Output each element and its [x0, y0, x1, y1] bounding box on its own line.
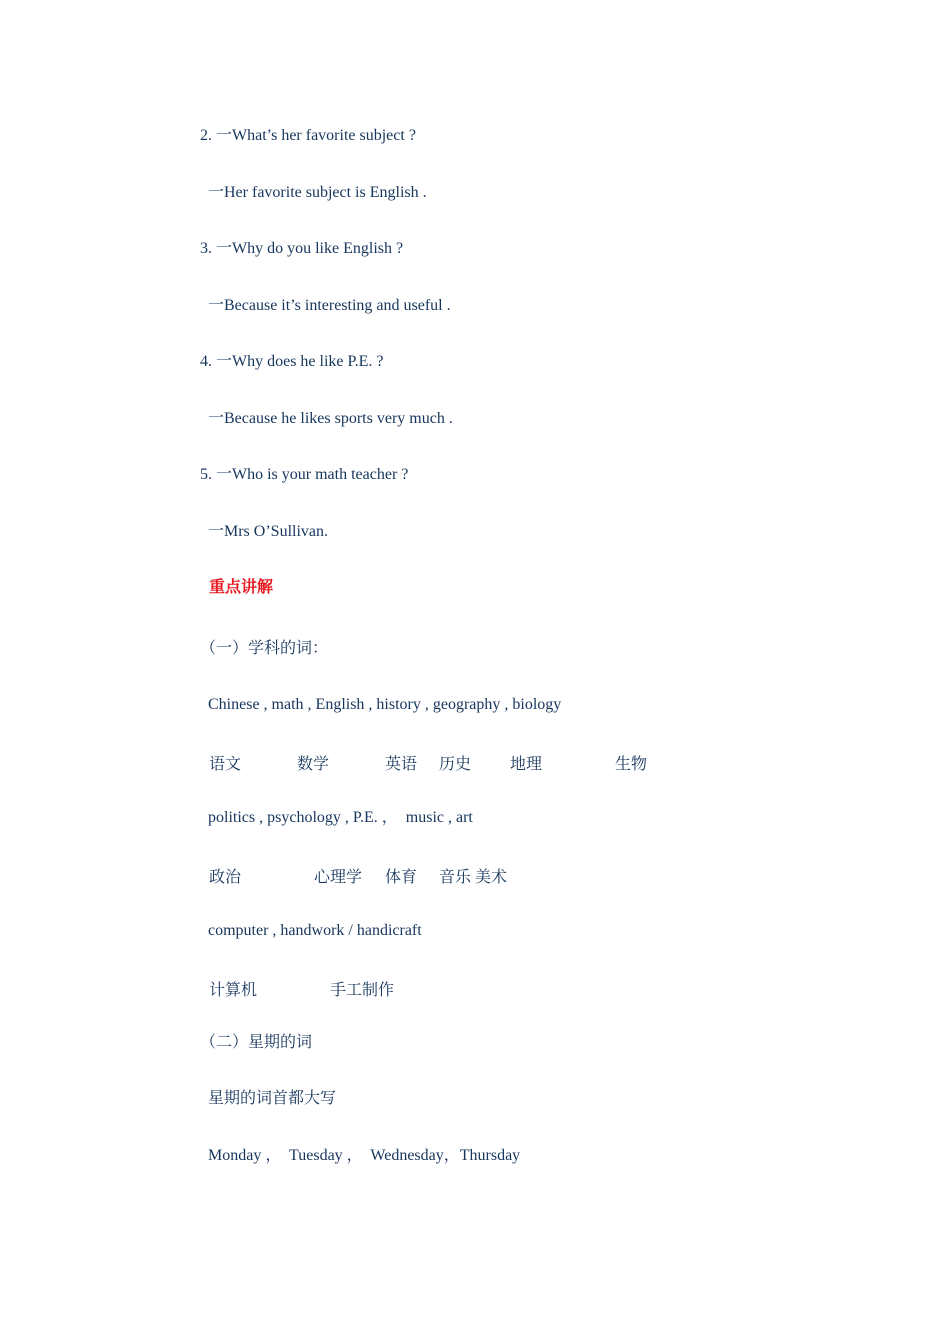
dialogue-2-question: 2. 一What’s her favorite subject ?	[200, 127, 416, 144]
subject-cn-music-art: 音乐 美术	[439, 869, 508, 886]
subject-cn-math: 数学	[297, 756, 330, 773]
subject-cn-pe: 体育	[385, 869, 418, 886]
weekdays-line: Monday ， Tuesday ， Wednesday，Thursday	[208, 1147, 521, 1164]
subject-cn-politics: 政治	[209, 869, 242, 886]
key-points-heading: 重点讲解	[209, 579, 274, 596]
subject-cn-english: 英语	[385, 756, 418, 773]
dialogue-4-question: 4. 一Why does he like P.E. ?	[200, 353, 384, 370]
subjects-row-2-english: politics , psychology , P.E. ， music , art	[208, 809, 473, 826]
dialogue-3-answer: 一Because it’s interesting and useful .	[208, 297, 451, 314]
section-2-title: （二）星期的词	[200, 1034, 313, 1051]
subject-cn-history: 历史	[439, 756, 472, 773]
subject-cn-psychology: 心理学	[314, 869, 363, 886]
subject-cn-handwork: 手工制作	[330, 982, 395, 999]
dialogue-4-answer: 一Because he likes sports very much .	[208, 410, 453, 427]
subject-cn-geography: 地理	[510, 756, 543, 773]
subject-cn-chinese: 语文	[209, 756, 242, 773]
dialogue-2-answer: 一Her favorite subject is English .	[208, 184, 427, 201]
subject-cn-biology: 生物	[615, 756, 648, 773]
section-2-note: 星期的词首都大写	[208, 1090, 337, 1107]
dialogue-3-question: 3. 一Why do you like English ?	[200, 240, 404, 257]
dialogue-5-answer: 一Mrs O’Sullivan.	[208, 523, 329, 540]
dialogue-5-question: 5. 一Who is your math teacher ?	[200, 466, 409, 483]
subjects-row-3-english: computer , handwork / handicraft	[208, 922, 422, 939]
subject-cn-computer: 计算机	[209, 982, 258, 999]
section-1-title: （一）学科的词：	[200, 640, 329, 657]
subjects-row-1-english: Chinese , math , English , history , geography , biology	[208, 696, 562, 713]
